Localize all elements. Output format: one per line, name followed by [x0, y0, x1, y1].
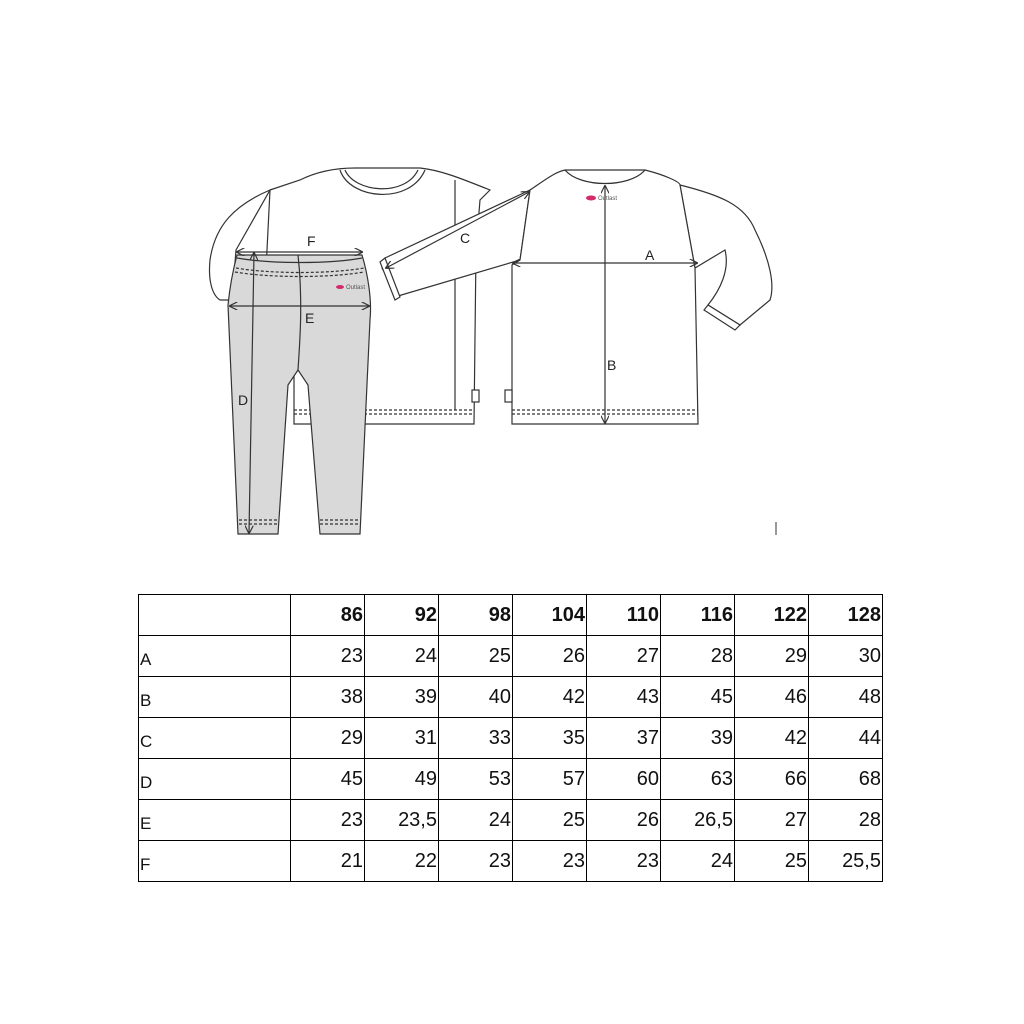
- table-row: [139, 677, 883, 718]
- table-cell: 60: [587, 759, 661, 800]
- label-c: C: [460, 230, 471, 246]
- table-cell: 38: [291, 677, 365, 718]
- table-cell: 45: [661, 677, 735, 718]
- label-f: F: [307, 233, 316, 249]
- size-table: [138, 594, 883, 882]
- table-cell: 68: [809, 759, 883, 800]
- table-cell: 25: [439, 636, 513, 677]
- table-cell: 25,5: [809, 841, 883, 882]
- corner-cell: [139, 595, 291, 636]
- table-row: [139, 800, 883, 841]
- table-cell: 24: [365, 636, 439, 677]
- table-cell: 37: [587, 718, 661, 759]
- svg-text:Outlast: Outlast: [346, 285, 366, 291]
- size-header: 110: [587, 595, 661, 636]
- label-d: D: [238, 392, 249, 408]
- table-cell: 42: [513, 677, 587, 718]
- table-row: [139, 759, 883, 800]
- table-cell: 25: [735, 841, 809, 882]
- row-label: B: [139, 677, 291, 718]
- table-row: [139, 718, 883, 759]
- label-e: E: [305, 310, 315, 326]
- table-cell: 42: [735, 718, 809, 759]
- table-cell: 27: [587, 636, 661, 677]
- table-row: [139, 841, 883, 882]
- table-cell: 21: [291, 841, 365, 882]
- table-cell: 66: [735, 759, 809, 800]
- table-cell: 45: [291, 759, 365, 800]
- label-a: A: [645, 247, 655, 263]
- row-label: F: [139, 841, 291, 882]
- table-cell: 33: [439, 718, 513, 759]
- table-cell: 23: [513, 841, 587, 882]
- label-b: B: [607, 357, 617, 373]
- row-label: E: [139, 800, 291, 841]
- size-header: 98: [439, 595, 513, 636]
- table-cell: 23: [291, 800, 365, 841]
- svg-text:Outlast: Outlast: [598, 196, 618, 202]
- table-cell: 26,5: [661, 800, 735, 841]
- table-cell: 30: [809, 636, 883, 677]
- size-header: 128: [809, 595, 883, 636]
- table-cell: 23,5: [365, 800, 439, 841]
- table-cell: 23: [439, 841, 513, 882]
- table-cell: 29: [291, 718, 365, 759]
- table-cell: 27: [735, 800, 809, 841]
- size-header-row: [139, 595, 883, 636]
- table-cell: 25: [513, 800, 587, 841]
- row-label: C: [139, 718, 291, 759]
- table-cell: 26: [513, 636, 587, 677]
- table-cell: 28: [809, 800, 883, 841]
- size-header: 86: [291, 595, 365, 636]
- table-cell: 23: [587, 841, 661, 882]
- table-cell: 35: [513, 718, 587, 759]
- table-cell: 46: [735, 677, 809, 718]
- table-cell: 53: [439, 759, 513, 800]
- table-cell: 43: [587, 677, 661, 718]
- table-cell: 39: [661, 718, 735, 759]
- table-cell: 49: [365, 759, 439, 800]
- table-cell: 22: [365, 841, 439, 882]
- table-row: [139, 636, 883, 677]
- row-label: D: [139, 759, 291, 800]
- table-cell: 57: [513, 759, 587, 800]
- size-header: 104: [513, 595, 587, 636]
- table-cell: 63: [661, 759, 735, 800]
- table-cell: 44: [809, 718, 883, 759]
- table-cell: 40: [439, 677, 513, 718]
- table-cell: 23: [291, 636, 365, 677]
- table-cell: 24: [439, 800, 513, 841]
- table-cell: 39: [365, 677, 439, 718]
- table-cell: 28: [661, 636, 735, 677]
- table-cell: 24: [661, 841, 735, 882]
- size-header: 116: [661, 595, 735, 636]
- size-header: 92: [365, 595, 439, 636]
- table-cell: 26: [587, 800, 661, 841]
- size-header: 122: [735, 595, 809, 636]
- table-cell: 48: [809, 677, 883, 718]
- table-cell: 29: [735, 636, 809, 677]
- row-label: A: [139, 636, 291, 677]
- table-cell: 31: [365, 718, 439, 759]
